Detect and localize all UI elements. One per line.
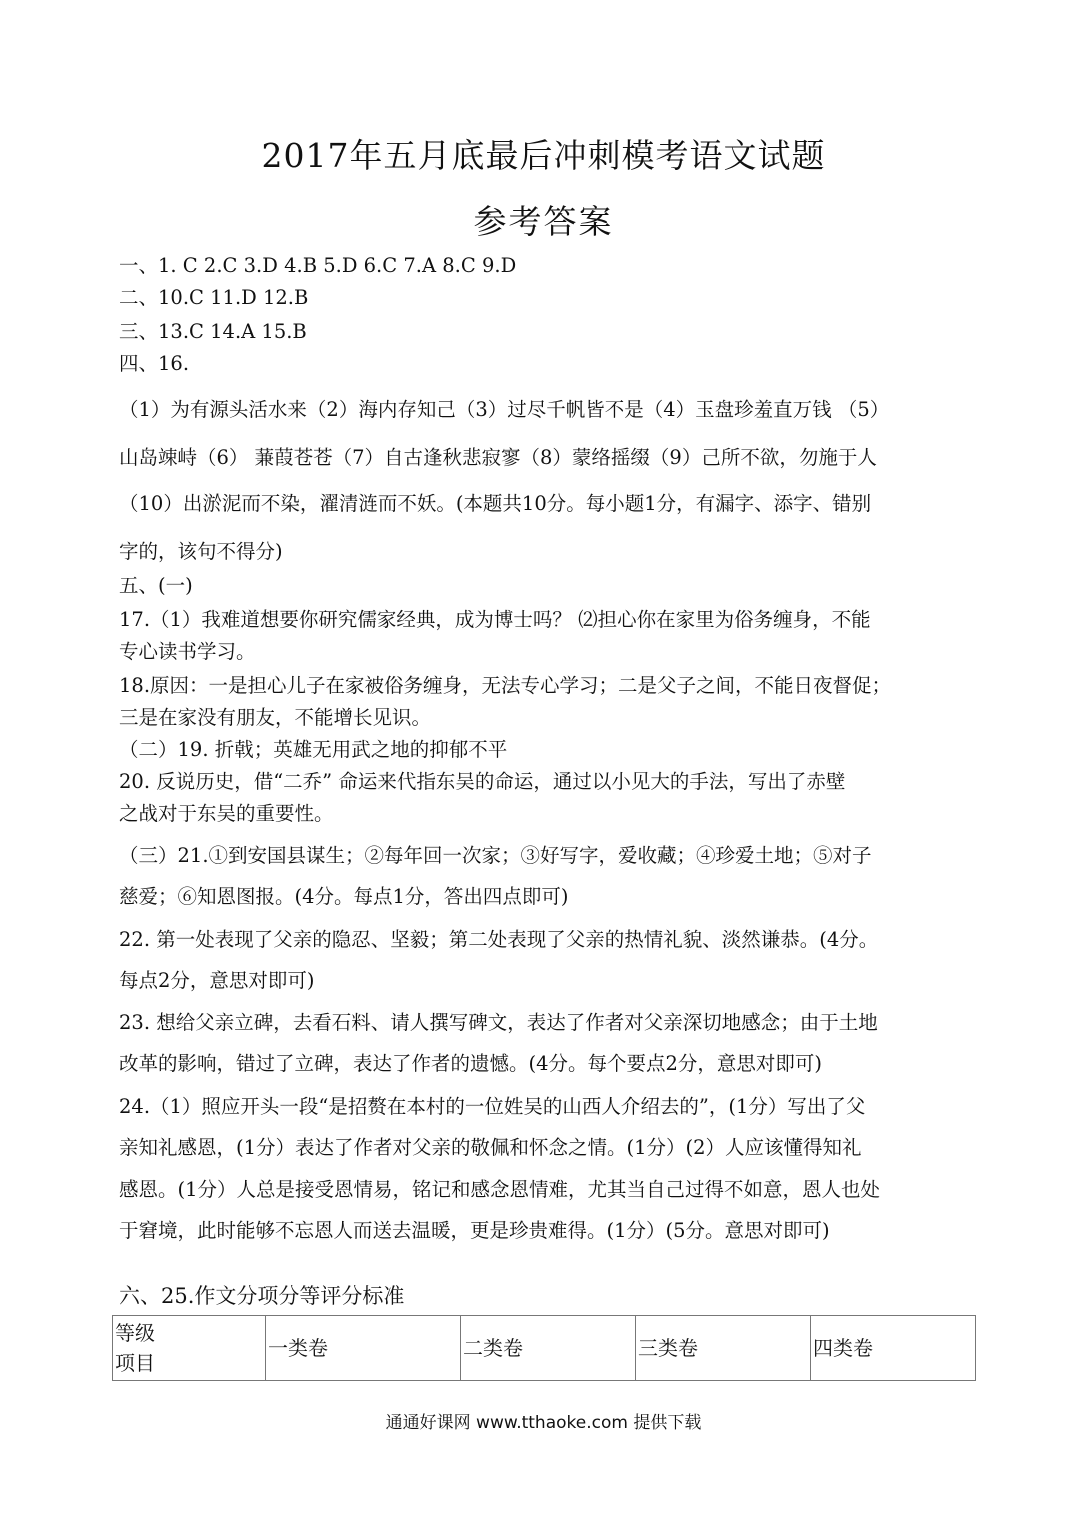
section-2-answers: 二、10.C 11.D 12.B bbox=[119, 286, 309, 309]
table-col-grade-3: 三类卷 bbox=[636, 1316, 811, 1381]
table-header-cell bbox=[113, 1316, 266, 1381]
q22-line-2: 每点2分，意思对即可) bbox=[119, 969, 315, 992]
q18-line-1: 18.原因：一是担心儿子在家被俗务缠身，无法专心学习；二是父子之间，不能日夜督促； bbox=[119, 674, 892, 697]
q19-answer: （二）19. 折戟；英雄无用武之地的抑郁不平 bbox=[119, 738, 508, 761]
q16-line-3: （10）出淤泥而不染，濯清涟而不妖。(本题共10分。每小题1分，有漏字、添字、错别 bbox=[119, 492, 872, 515]
q16-line-4: 字的，该句不得分) bbox=[119, 540, 283, 563]
q17-line-2: 专心读书学习。 bbox=[119, 640, 256, 663]
q21-line-1: （三）21.①到安国县谋生；②每年回一次家；③好写字，爱收藏；④珍爱土地；⑤对子 bbox=[119, 844, 872, 867]
q24-line-4: 于窘境，此时能够不忘恩人而送去温暖，更是珍贵难得。(1分）(5分。意思对即可) bbox=[119, 1219, 830, 1242]
table-caption: 六、25.作文分项分等评分标准 bbox=[119, 1284, 405, 1308]
table-col-grade-2: 二类卷 bbox=[461, 1316, 636, 1381]
header-grade-label: 等级 bbox=[115, 1321, 155, 1345]
table-col-grade-1: 一类卷 bbox=[266, 1316, 461, 1381]
table-row bbox=[113, 1316, 976, 1381]
grading-table bbox=[112, 1315, 976, 1381]
q20-line-1: 20. 反说历史，借“二乔” 命运来代指东吴的命运，通过以小见大的手法，写出了赤壁 bbox=[119, 770, 846, 793]
section-3-answers: 三、13.C 14.A 15.B bbox=[119, 320, 307, 343]
page-title: 2017年五月底最后冲刺模考语文试题 bbox=[261, 136, 826, 175]
q20-line-2: 之战对于东吴的重要性。 bbox=[119, 802, 334, 825]
table-col-grade-4: 四类卷 bbox=[811, 1316, 976, 1381]
footer-credit: 通通好课网 www.tthaoke.com 提供下载 bbox=[385, 1413, 702, 1433]
q21-line-2: 慈爱；⑥知恩图报。(4分。每点1分，答出四点即可) bbox=[119, 885, 569, 908]
q16-line-2: 山岛竦峙（6） 蒹葭苍苍（7）自古逢秋悲寂寥（8）蒙络摇缀（9）己所不欲，勿施于人 bbox=[119, 446, 877, 469]
q24-line-3: 感恩。(1分）人总是接受恩情易，铭记和感念恩情难，尤其当自己过得不如意，恩人也处 bbox=[119, 1178, 881, 1201]
q23-line-2: 改革的影响，错过了立碑，表达了作者的遗憾。(4分。每个要点2分，意思对即可) bbox=[119, 1052, 823, 1075]
q23-line-1: 23. 想给父亲立碑，去看石料、请人撰写碑文，表达了作者对父亲深切地感念；由于土地 bbox=[119, 1011, 878, 1034]
q24-line-1: 24.（1）照应开头一段“是招赘在本村的一位姓吴的山西人介绍去的”，(1分）写出了父 bbox=[119, 1095, 866, 1118]
page-subtitle: 参考答案 bbox=[473, 202, 614, 241]
q16-line-1: （1）为有源头活水来（2）海内存知己（3）过尽千帆皆不是（4）玉盘珍羞直万钱 （5） bbox=[119, 398, 890, 421]
section-4-heading: 四、16. bbox=[119, 352, 190, 375]
q22-line-1: 22. 第一处表现了父亲的隐忍、坚毅；第二处表现了父亲的热情礼貌、淡然谦恭。(4分。 bbox=[119, 928, 879, 951]
header-item-label: 项目 bbox=[115, 1351, 155, 1375]
q24-line-2: 亲知礼感恩，(1分）表达了作者对父亲的敬佩和怀念之情。(1分）(2）人应该懂得知礼 bbox=[119, 1136, 862, 1159]
section-5-heading: 五、(一) bbox=[119, 574, 193, 597]
q18-line-2: 三是在家没有朋友，不能增长见识。 bbox=[119, 706, 432, 729]
q17-line-1: 17.（1）我难道想要你研究儒家经典，成为博士吗？ ⑵担心你在家里为俗务缠身，不能 bbox=[119, 608, 871, 631]
section-1-answers: 一、1. C 2.C 3.D 4.B 5.D 6.C 7.A 8.C 9.D bbox=[119, 254, 517, 277]
